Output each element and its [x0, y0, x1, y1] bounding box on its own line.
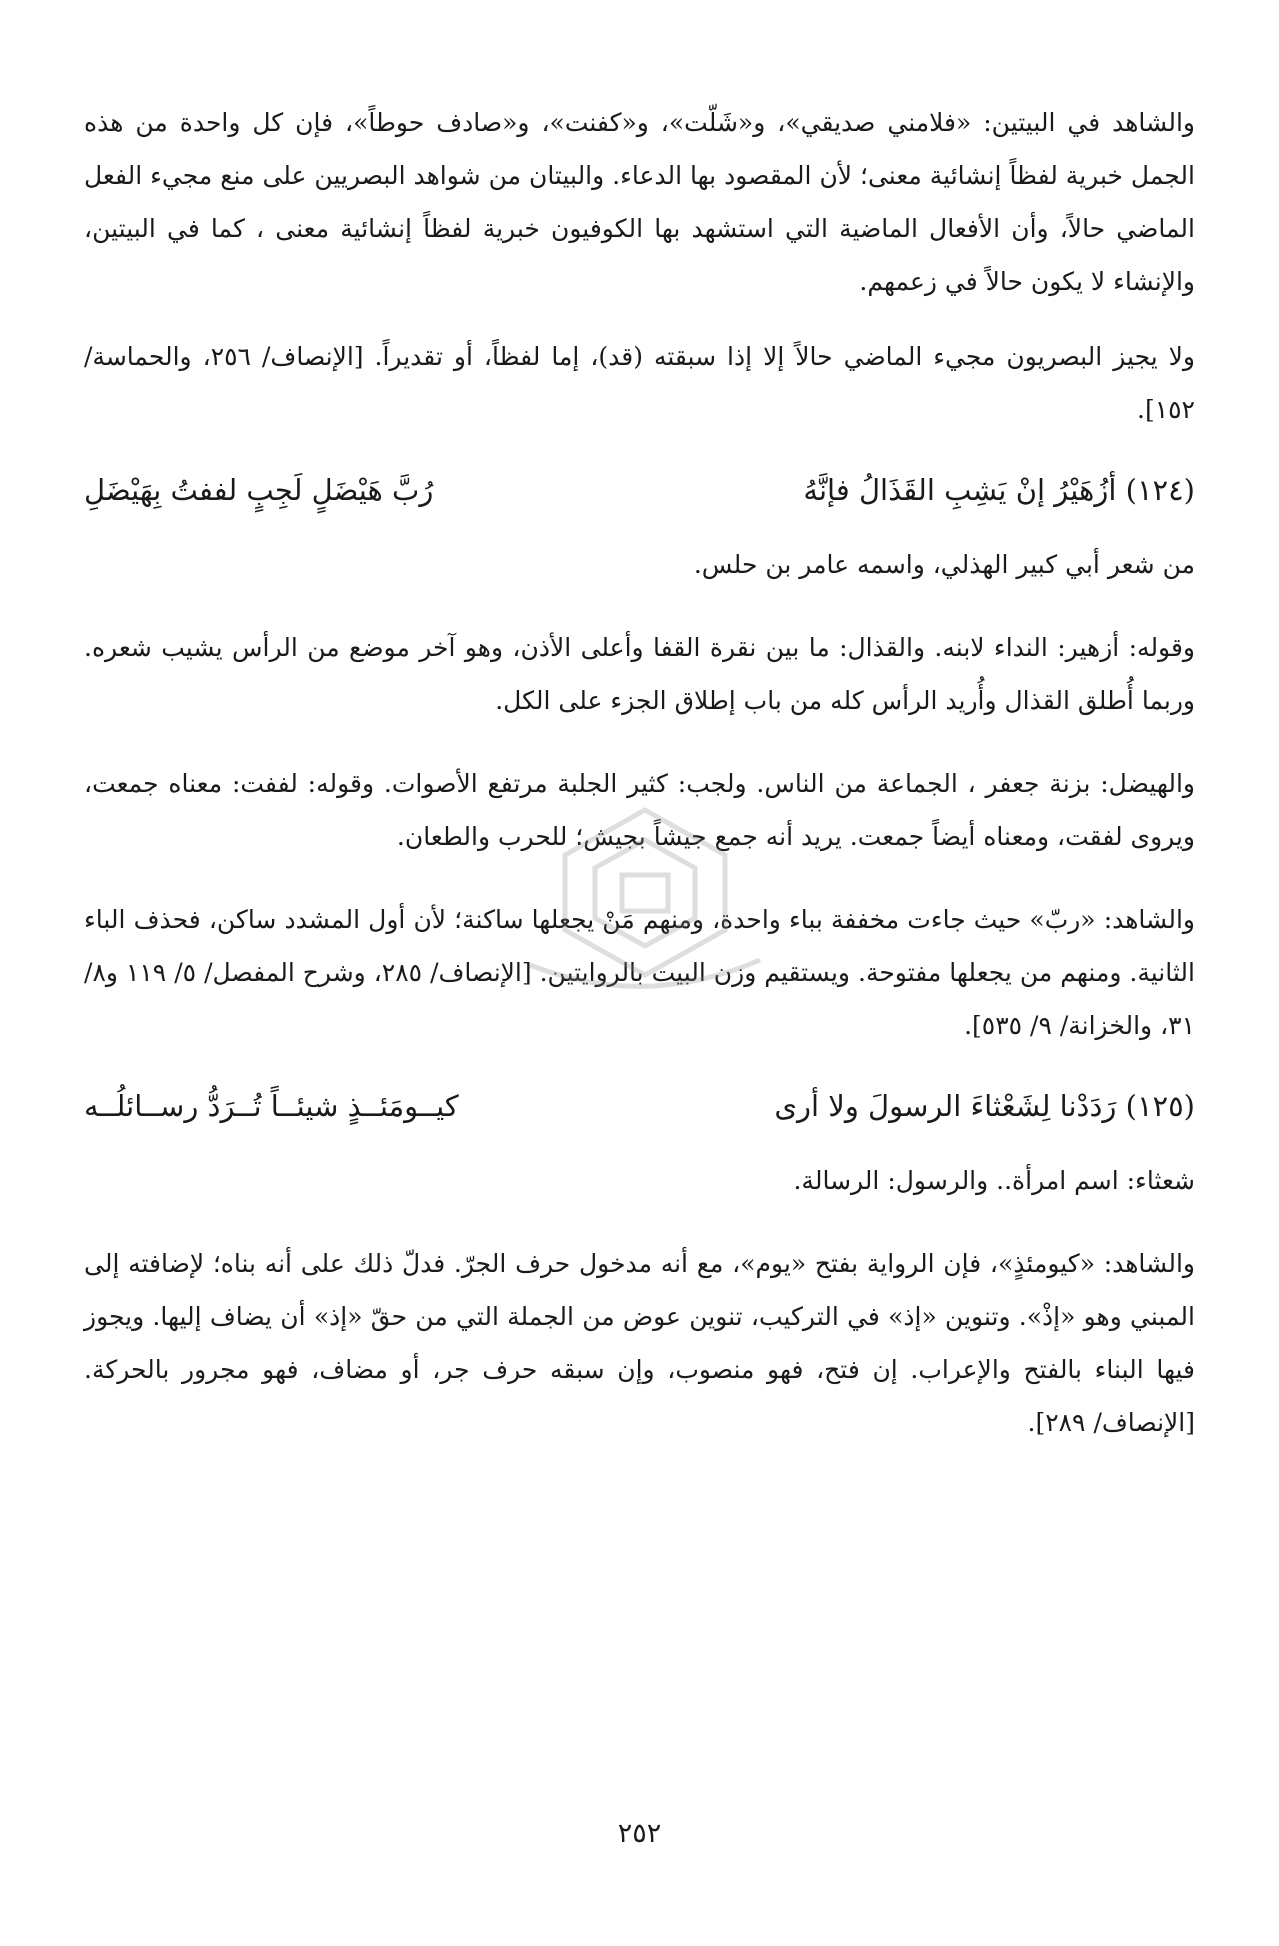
- paragraph-verse-attribution: من شعر أبي كبير الهذلي، واسمه عامر بن حلس.: [693, 550, 1195, 579]
- paragraph-vocabulary-azhair: وقوله: أزهير: النداء لابنه. والقذال: ما بين نقرة القفا وأعلى الأذن، وهو آخر موضع من الرأس يشيب شعره. وربما أُطلق القذال وأُريد الرأس كله من باب إطلاق الجزء على الكل.: [84, 633, 1195, 715]
- verse-125-second-hemistich: كيــومَئــذٍ شيئــاً تُــرَدُّ رســائلُــه: [84, 1089, 459, 1123]
- verse-125: [84, 1076, 1195, 1136]
- verse-125-first-hemistich: (١٢٥) رَدَدْنا لِشَعْثاءَ الرسولَ ولا أرى: [774, 1089, 1195, 1123]
- paragraph-witness-rubba: والشاهد: «ربّ» حيث جاءت مخففة بباء واحدة، ومنهم مَنْ يجعلها ساكنة؛ لأن أول المشدد ساكن، فحذف الباء الثانية. ومنهم من يجعلها مفتوحة. ويستقيم وزن البيت بالروايتين. [الإنصاف/ ٢٨٥، وشرح المفصل/ ٥/ ١١٩ و٨/ ٣١، والخزانة/ ٩/ ٥٣٥].: [84, 905, 1195, 1040]
- verse-124-first-hemistich: (١٢٤) أزُهَيْرُ إنْ يَشِبِ القَذَالُ فإنَّهُ: [803, 473, 1195, 507]
- verse-124: [84, 460, 1195, 520]
- verse-124-second-hemistich: رُبَّ هَيْضَلٍ لَجِبٍ لففتُ بِهَيْضَلِ: [84, 473, 434, 507]
- paragraph-vocabulary-shatha: شعثاء: اسم امرأة.. والرسول: الرسالة.: [793, 1166, 1195, 1195]
- paragraph-basrans-rule: ولا يجيز البصريون مجيء الماضي حالاً إلا إذا سبقته (قد)، إما لفظاً، أو تقديراً. [الإنصاف/ ٢٥٦، والحماسة/ ١٥٢].: [84, 342, 1195, 424]
- page-number: ٢٥٢: [617, 1818, 662, 1849]
- paragraph-vocabulary-haydal: والهيضل: بزنة جعفر ، الجماعة من الناس. ولجب: كثير الجلبة مرتفع الأصوات. وقوله: لففت: معناه جمعت، ويروى لفقت، ومعناه أيضاً جمعت. يريد أنه جمع جيشاً بجيش؛ للحرب والطعان.: [84, 769, 1195, 851]
- paragraph-witness-two-verses: والشاهد في البيتين: «فلامني صديقي»، و«شَلّت»، و«كفنت»، و«صادف حوطاً»، فإن كل واحدة من هذه الجمل خبرية لفظاً إنشائية معنى؛ لأن المقصود بها الدعاء. والبيتان من شواهد البصريين على منع مجيء الفعل الماضي حالاً، وأن الأفعال الماضية التي استشهد بها الكوفيون خبرية لفظاً إنشائية معنى ، كما في البيتين، والإنشاء لا يكون حالاً في زعمهم.: [84, 108, 1195, 296]
- paragraph-witness-yawmaidhin: والشاهد: «كيومئذٍ»، فإن الرواية بفتح «يوم»، مع أنه مدخول حرف الجرّ. فدلّ ذلك على أنه بناه؛ لإضافته إلى المبني وهو «إذْ». وتنوين «إذ» في التركيب، تنوين عوض من الجملة التي من حقّ «إذ» أن يضاف إليها. ويجوز فيها البناء بالفتح والإعراب. إن فتح، فهو منصوب، وإن سبقه حرف جر، أو مضاف، فهو مجرور بالحركة. [الإنصاف/ ٢٨٩].: [84, 1249, 1195, 1437]
